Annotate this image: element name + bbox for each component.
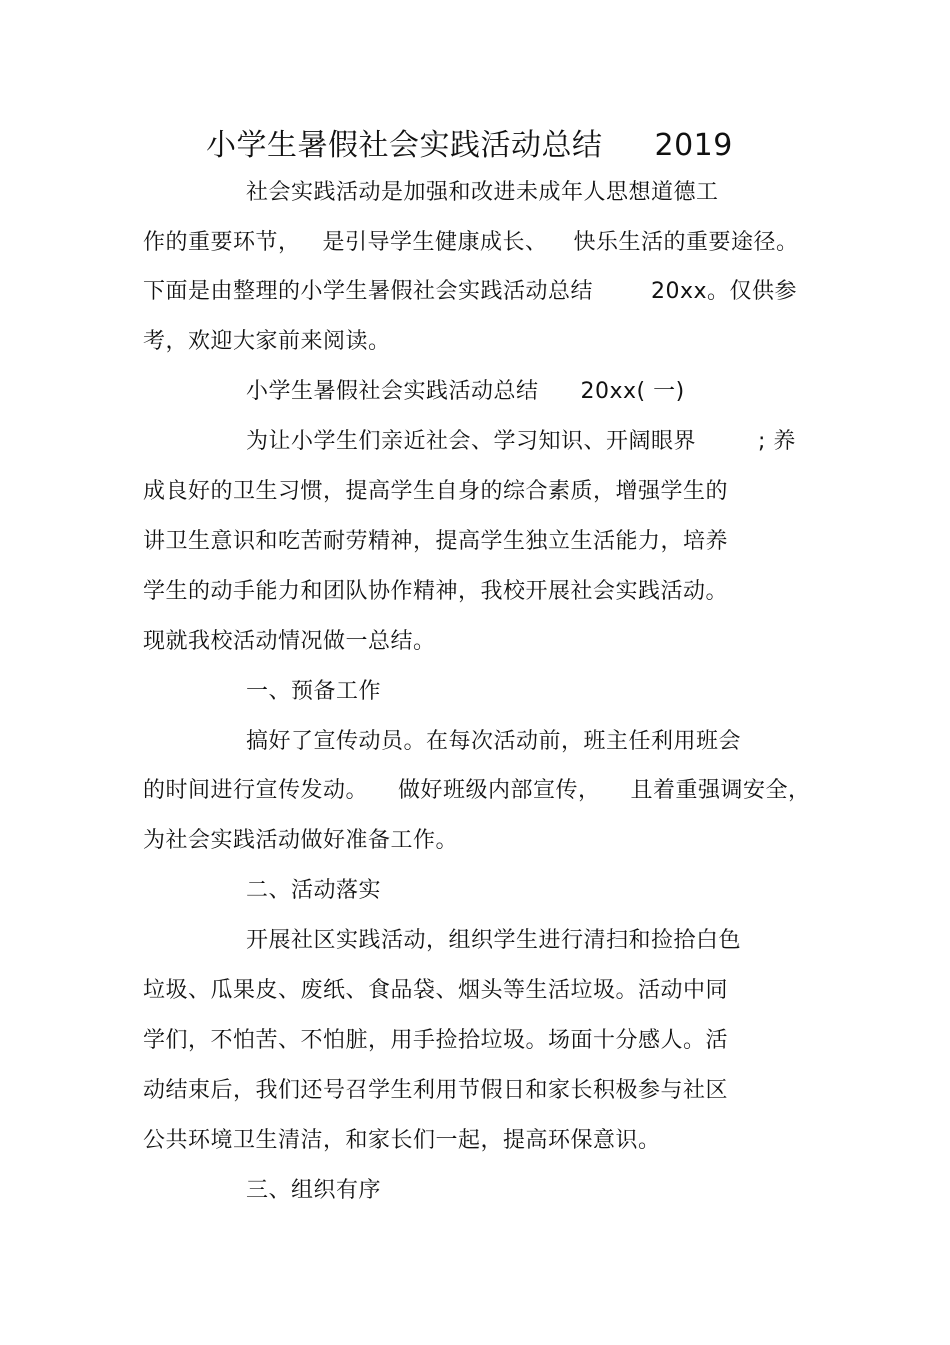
intro-line-3 xyxy=(143,277,797,307)
intro-line-2 xyxy=(143,228,799,258)
intro-line-2a: 作的重要环节， xyxy=(143,230,301,255)
section1-heading: 一、预备工作 xyxy=(246,679,382,704)
intro-line-2b: 是引导学生健康成长、 xyxy=(322,230,548,255)
section2-line-4: 动结束后，我们还号召学生利用节假日和家长积极参与社区 xyxy=(143,1078,729,1103)
title-text: 小学生暑假社会实践活动总结 xyxy=(206,128,603,163)
section2-line-1: 开展社区实践活动，组织学生进行清扫和捡拾白色 xyxy=(246,928,742,953)
intro-line-4: 考，欢迎大家前来阅读。 xyxy=(143,329,391,354)
subtitle-year: 20xx( 一) xyxy=(580,379,685,404)
intro-line-3a: 下面是由整理的小学生暑假社会实践活动总结 xyxy=(143,279,594,304)
intro-line-3b: 20xx。仅供参 xyxy=(651,279,798,304)
section2-line-5: 公共环境卫生清洁，和家长们一起，提高环保意识。 xyxy=(143,1128,661,1153)
para1-line-4: 学生的动手能力和团队协作精神，我校开展社会实践活动。 xyxy=(143,579,729,604)
subtitle xyxy=(246,377,685,407)
section1-line-2c: 且着重强调安全， xyxy=(630,778,811,803)
section1-line-2b: 做好班级内部宣传， xyxy=(398,778,601,803)
para1-line-2: 成良好的卫生习惯，提高学生自身的综合素质，增强学生的 xyxy=(143,479,729,504)
document-title xyxy=(206,126,733,166)
intro-line-2c: 快乐生活的重要途径。 xyxy=(573,230,799,255)
intro-line-1: 社会实践活动是加强和改进未成年人思想道德工 xyxy=(246,180,719,205)
section2-line-3: 学们，不怕苦、不怕脏，用手捡拾垃圾。场面十分感人。活 xyxy=(143,1028,729,1053)
section2-line-2: 垃圾、瓜果皮、废纸、食品袋、烟头等生活垃圾。活动中同 xyxy=(143,978,729,1003)
section3-heading: 三、组织有序 xyxy=(246,1178,382,1203)
para1-line-1a: 为让小学生们亲近社会、学习知识、开阔眼界 xyxy=(246,429,697,454)
para1-line-1 xyxy=(246,427,796,457)
para1-line-1b: ; 养 xyxy=(758,429,796,454)
title-year: 2019 xyxy=(654,128,733,163)
section1-line-2 xyxy=(143,776,811,806)
section1-line-1: 搞好了宣传动员。在每次活动前，班主任利用班会 xyxy=(246,729,742,754)
section2-heading: 二、活动落实 xyxy=(246,878,382,903)
para1-line-3: 讲卫生意识和吃苦耐劳精神，提高学生独立生活能力，培养 xyxy=(143,529,729,554)
subtitle-text: 小学生暑假社会实践活动总结 xyxy=(246,379,539,404)
section1-line-3: 为社会实践活动做好准备工作。 xyxy=(143,828,459,853)
para1-line-5: 现就我校活动情况做一总结。 xyxy=(143,629,436,654)
section1-line-2a: 的时间进行宣传发动。 xyxy=(143,778,369,803)
